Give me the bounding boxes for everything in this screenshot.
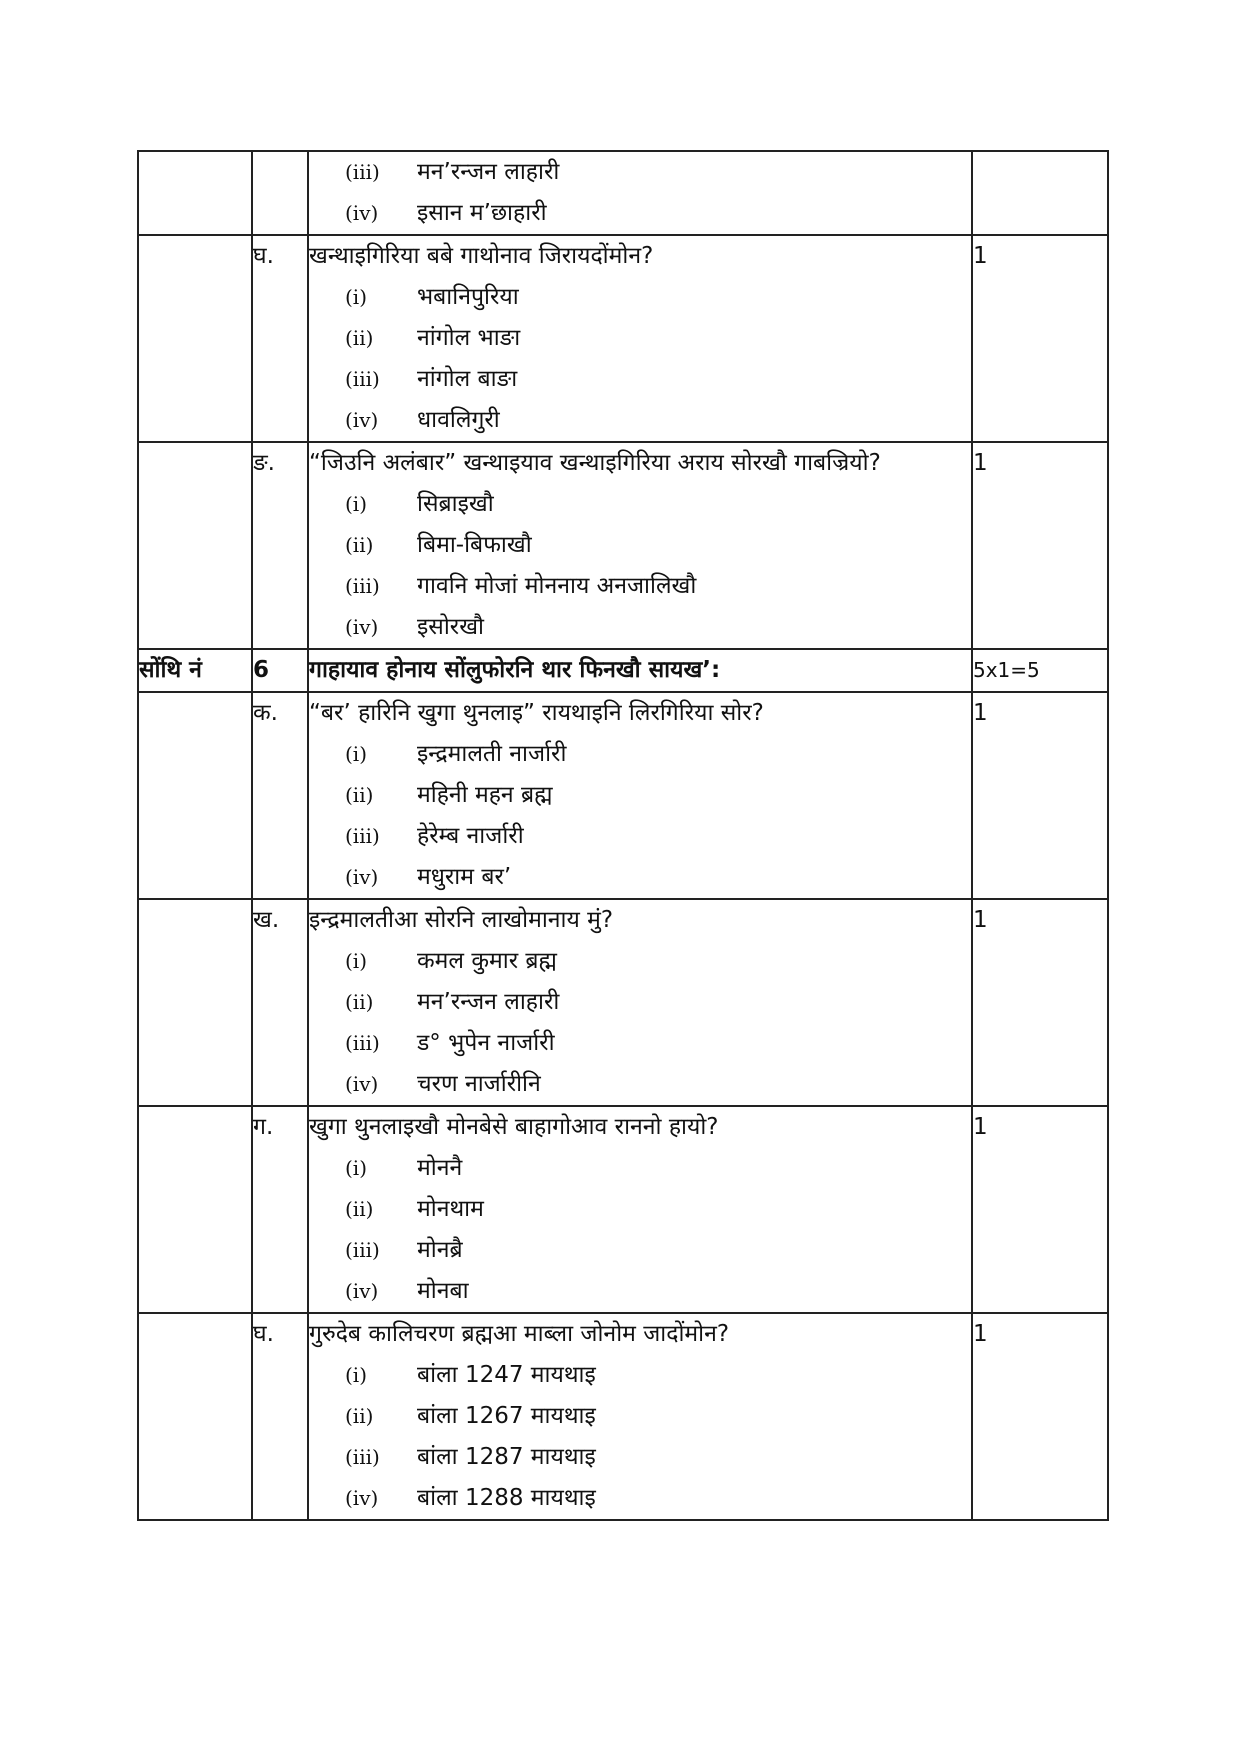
question-number-cell: घ. <box>252 235 308 442</box>
marks-cell: 1 <box>972 235 1108 442</box>
section-header-row <box>138 649 1108 692</box>
question-table-body <box>138 151 1108 1520</box>
section-label-cell <box>138 692 252 899</box>
option-number: (ii) <box>345 1197 374 1221</box>
option-item <box>309 1064 971 1105</box>
section-label-cell <box>138 1313 252 1520</box>
section-label-cell <box>138 1106 252 1313</box>
option-number: (iii) <box>345 160 380 184</box>
option-text: मधुराम बर’ <box>417 864 512 890</box>
option-text: बिमा-बिफाखौ <box>417 532 532 558</box>
option-number: (ii) <box>345 326 374 350</box>
marks-cell: 1 <box>972 1313 1108 1520</box>
question-cell <box>308 442 972 649</box>
option-number: (iii) <box>345 824 380 848</box>
option-number: (ii) <box>345 533 374 557</box>
option-item <box>309 1230 971 1271</box>
question-table <box>137 150 1109 1521</box>
option-item <box>309 1355 971 1396</box>
marks-cell: 1 <box>972 899 1108 1106</box>
question-text: खुगा थुनलाइखौ मोनबेसे बाहागोआव राननो हायो? <box>309 1114 719 1140</box>
question-row <box>138 899 1108 1106</box>
option-item <box>309 1478 971 1519</box>
option-item <box>309 152 971 193</box>
option-number: (iii) <box>345 574 380 598</box>
option-item <box>309 734 971 775</box>
question-row <box>138 235 1108 442</box>
question-cell <box>308 1313 972 1520</box>
option-item <box>309 484 971 525</box>
question-number-cell: ख. <box>252 899 308 1106</box>
option-item <box>309 193 971 234</box>
section-label-cell <box>138 151 252 235</box>
question-text: गुरुदेब कालिचरण ब्रह्मआ माब्ला जोनोम जादोंमोन? <box>309 1321 730 1347</box>
option-item <box>309 941 971 982</box>
option-text: मन’रन्जन लाहारी <box>417 159 560 185</box>
question-row <box>138 1313 1108 1520</box>
option-number: (ii) <box>345 990 374 1014</box>
option-number: (i) <box>345 1363 368 1387</box>
marks-cell: 1 <box>972 1106 1108 1313</box>
option-text: बांला 1288 मायथाइ <box>417 1485 596 1511</box>
option-number: (iii) <box>345 1238 380 1262</box>
question-cell <box>308 151 972 235</box>
marks-cell: 1 <box>972 692 1108 899</box>
option-number: (ii) <box>345 1404 374 1428</box>
question-cell <box>308 235 972 442</box>
option-number: (i) <box>345 949 368 973</box>
option-text: नांगोल भाङा <box>417 325 521 351</box>
question-cell <box>308 692 972 899</box>
option-item <box>309 982 971 1023</box>
question-number-cell <box>252 151 308 235</box>
option-text: चरण नार्जारीनि <box>417 1071 541 1097</box>
question-row <box>138 692 1108 899</box>
marks-cell: 1 <box>972 442 1108 649</box>
option-text: मन’रन्जन लाहारी <box>417 989 560 1015</box>
section-label-cell <box>138 899 252 1106</box>
option-number: (iv) <box>345 615 379 639</box>
question-row <box>138 442 1108 649</box>
option-item <box>309 1271 971 1312</box>
option-number: (i) <box>345 492 368 516</box>
question-text: “जिउनि अलंबार” खन्थाइयाव खन्थाइगिरिया अराय सोरखौ गाबज्रियो? <box>309 450 881 476</box>
option-item <box>309 1148 971 1189</box>
option-text: इसोरखौ <box>417 614 484 640</box>
question-cell <box>308 649 972 692</box>
option-text: ड° भुपेन नार्जारी <box>417 1030 555 1056</box>
option-text: मोनथाम <box>417 1196 484 1222</box>
option-item <box>309 1396 971 1437</box>
option-text: बांला 1287 मायथाइ <box>417 1444 596 1470</box>
option-number: (iv) <box>345 1072 379 1096</box>
option-text: मोनब्रै <box>417 1237 463 1263</box>
section-label-cell: सोंथि नं <box>138 649 252 692</box>
option-item <box>309 607 971 648</box>
option-item <box>309 566 971 607</box>
option-text: मोननै <box>417 1155 463 1181</box>
option-text: सिब्राइखौ <box>417 491 494 517</box>
option-item <box>309 857 971 898</box>
option-item <box>309 1437 971 1478</box>
marks-cell: 5x1=5 <box>972 649 1108 692</box>
option-number: (ii) <box>345 783 374 807</box>
option-text: कमल कुमार ब्रह्म <box>417 948 557 974</box>
option-text: भबानिपुरिया <box>417 284 519 310</box>
question-text: खन्थाइगिरिया बबे गाथोनाव जिरायदोंमोन? <box>309 243 654 269</box>
option-text: मोनबा <box>417 1278 469 1304</box>
option-item <box>309 775 971 816</box>
option-text: महिनी महन ब्रह्म <box>417 782 553 808</box>
option-item <box>309 1023 971 1064</box>
option-text: बांला 1267 मायथाइ <box>417 1403 596 1429</box>
question-number-cell: 6 <box>252 649 308 692</box>
option-number: (iv) <box>345 865 379 889</box>
question-number-cell: ङ. <box>252 442 308 649</box>
option-item <box>309 318 971 359</box>
option-item <box>309 816 971 857</box>
option-number: (iv) <box>345 408 379 432</box>
option-item <box>309 525 971 566</box>
question-text: गाहायाव होनाय सोंलुफोरनि थार फिनखौ सायख’: <box>309 657 721 683</box>
option-number: (iii) <box>345 1445 380 1469</box>
marks-cell <box>972 151 1108 235</box>
question-text: “बर’ हारिनि खुगा थुनलाइ” रायथाइनि लिरगिरिया सोर? <box>309 700 764 726</box>
option-text: गावनि मोजां मोननाय अनजालिखौ <box>417 573 697 599</box>
option-item <box>309 400 971 441</box>
question-number-cell: ग. <box>252 1106 308 1313</box>
question-cell <box>308 899 972 1106</box>
option-number: (iii) <box>345 367 380 391</box>
section-label-cell <box>138 442 252 649</box>
question-row <box>138 1106 1108 1313</box>
option-number: (iv) <box>345 1279 379 1303</box>
question-cell <box>308 1106 972 1313</box>
option-text: इसान म’छाहारी <box>417 200 547 226</box>
option-text: नांगोल बाङा <box>417 366 518 392</box>
option-number: (i) <box>345 285 368 309</box>
option-item <box>309 1189 971 1230</box>
option-number: (i) <box>345 742 368 766</box>
option-number: (iv) <box>345 201 379 225</box>
question-number-cell: क. <box>252 692 308 899</box>
option-text: बांला 1247 मायथाइ <box>417 1362 596 1388</box>
option-item <box>309 277 971 318</box>
question-text: इन्द्रमालतीआ सोरनि लाखोमानाय मुं? <box>309 907 614 933</box>
option-number: (i) <box>345 1156 368 1180</box>
option-item <box>309 359 971 400</box>
option-number: (iv) <box>345 1486 379 1510</box>
option-text: धावलिगुरी <box>417 407 500 433</box>
option-text: हेरेम्ब नार्जारी <box>417 823 524 849</box>
question-row <box>138 151 1108 235</box>
option-number: (iii) <box>345 1031 380 1055</box>
question-number-cell: घ. <box>252 1313 308 1520</box>
section-label-cell <box>138 235 252 442</box>
option-text: इन्द्रमालती नार्जारी <box>417 741 567 767</box>
